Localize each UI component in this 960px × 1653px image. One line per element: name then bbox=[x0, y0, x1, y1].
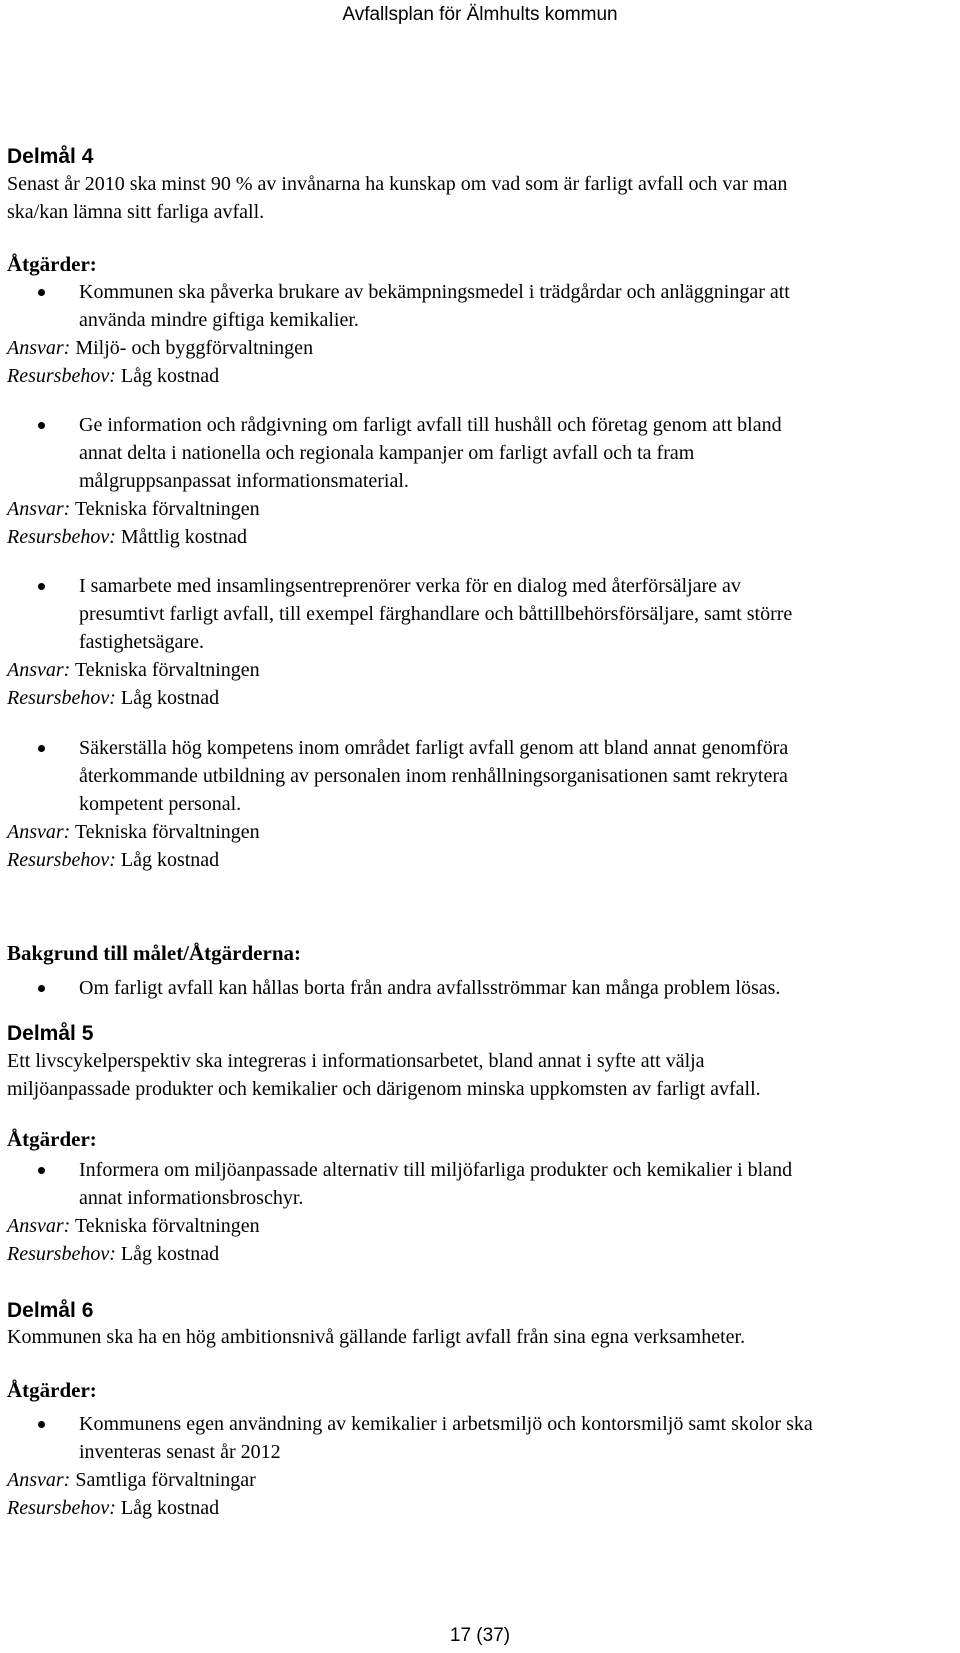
resurs-label: Resursbehov: bbox=[7, 849, 116, 871]
ansvar-line bbox=[7, 1466, 813, 1494]
bullet-icon bbox=[38, 583, 45, 590]
delmal-4-text bbox=[7, 170, 787, 226]
action-item bbox=[7, 1410, 813, 1522]
ansvar-line bbox=[7, 1212, 792, 1240]
page-number: 17 (37) bbox=[449, 1625, 511, 1646]
delmal-4-heading: Delmål 4 bbox=[7, 145, 94, 168]
ansvar-value: Samtliga förvaltningar bbox=[75, 1469, 256, 1491]
ansvar-value: Miljö- och byggförvaltningen bbox=[75, 337, 314, 359]
ansvar-value: Tekniska förvaltningen bbox=[74, 659, 260, 681]
ansvar-value: Tekniska förvaltningen bbox=[74, 498, 260, 520]
delmal-4-line: ska/kan lämna sitt farliga avfall. bbox=[7, 201, 265, 223]
action-item bbox=[7, 1156, 792, 1268]
resurs-value: Låg kostnad bbox=[120, 687, 220, 709]
delmal-6-heading: Delmål 6 bbox=[7, 1299, 94, 1322]
delmal-6-line: Kommunen ska ha en hög ambitionsnivå gällande farligt avfall från sina egna verksamheter. bbox=[7, 1326, 746, 1348]
bakgrund-text: Om farligt avfall kan hållas borta från andra avfallsströmmar kan många problem lösas. bbox=[79, 977, 781, 999]
resurs-label: Resursbehov: bbox=[7, 526, 116, 548]
ansvar-label: Ansvar: bbox=[7, 1215, 71, 1237]
resurs-value: Låg kostnad bbox=[120, 1497, 220, 1519]
ansvar-label: Ansvar: bbox=[7, 337, 71, 359]
ansvar-label: Ansvar: bbox=[7, 498, 71, 520]
delmal-5-heading: Delmål 5 bbox=[7, 1022, 94, 1045]
ansvar-value: Tekniska förvaltningen bbox=[74, 1215, 260, 1237]
ansvar-value: Tekniska förvaltningen bbox=[74, 821, 260, 843]
delmal-5-line: Ett livscykelperspektiv ska integreras i informationsarbetet, bland annat i syfte att välja bbox=[7, 1050, 705, 1072]
action-line: Kommunens egen användning av kemikalier i arbetsmiljö och kontorsmiljö samt skolor ska bbox=[79, 1413, 813, 1435]
action-line: Kommunen ska påverka brukare av bekämpningsmedel i trädgårdar och anläggningar att bbox=[79, 281, 790, 303]
resurs-value: Låg kostnad bbox=[120, 1243, 220, 1265]
ansvar-line bbox=[7, 334, 790, 362]
bakgrund-heading: Bakgrund till målet/Åtgärderna: bbox=[7, 941, 301, 965]
delmal-4-atgarder-heading: Åtgärder: bbox=[7, 252, 97, 276]
resurs-value: Låg kostnad bbox=[120, 365, 220, 387]
delmal-5-text bbox=[7, 1047, 761, 1103]
resurs-value: Låg kostnad bbox=[120, 849, 220, 871]
resurs-line bbox=[7, 1494, 813, 1522]
ansvar-label: Ansvar: bbox=[7, 659, 71, 681]
action-line: Informera om miljöanpassade alternativ till miljöfarliga produkter och kemikalier i bland bbox=[79, 1159, 793, 1181]
action-line: annat informationsbroschyr. bbox=[79, 1187, 304, 1209]
bullet-icon bbox=[38, 1421, 45, 1428]
delmal-5-atgarder-heading: Åtgärder: bbox=[7, 1127, 97, 1151]
resurs-label: Resursbehov: bbox=[7, 365, 116, 387]
resurs-label: Resursbehov: bbox=[7, 1243, 116, 1265]
delmal-5-line: miljöanpassade produkter och kemikalier och därigenom minska uppkomsten av farligt avfall. bbox=[7, 1078, 761, 1100]
bullet-icon bbox=[38, 1167, 45, 1174]
resurs-line bbox=[7, 523, 782, 551]
action-line: annat delta i nationella och regionala kampanjer om farligt avfall och ta fram bbox=[79, 442, 695, 464]
bullet-icon bbox=[38, 985, 45, 992]
action-item bbox=[7, 734, 788, 874]
bullet-icon bbox=[38, 289, 45, 296]
delmal-4-line: Senast år 2010 ska minst 90 % av invånarna ha kunskap om vad som är farligt avfall och var man bbox=[7, 173, 788, 195]
action-item bbox=[7, 278, 790, 390]
action-line: I samarbete med insamlingsentreprenörer verka för en dialog med återförsäljare av bbox=[79, 575, 741, 597]
bullet-icon bbox=[38, 745, 45, 752]
delmal-6-text bbox=[7, 1323, 745, 1351]
ansvar-line bbox=[7, 495, 782, 523]
resurs-value: Måttlig kostnad bbox=[120, 526, 247, 548]
action-line: inventeras senast år 2012 bbox=[79, 1441, 281, 1463]
resurs-line bbox=[7, 684, 792, 712]
ansvar-line bbox=[7, 818, 788, 846]
action-item bbox=[7, 572, 792, 712]
resurs-label: Resursbehov: bbox=[7, 687, 116, 709]
ansvar-label: Ansvar: bbox=[7, 821, 71, 843]
resurs-line bbox=[7, 1240, 792, 1268]
resurs-label: Resursbehov: bbox=[7, 1497, 116, 1519]
action-item bbox=[7, 411, 782, 551]
bakgrund-item bbox=[7, 974, 780, 1002]
bullet-icon bbox=[38, 422, 45, 429]
delmal-6-atgarder-heading: Åtgärder: bbox=[7, 1378, 97, 1402]
ansvar-label: Ansvar: bbox=[7, 1469, 71, 1491]
action-line: målgruppsanpassat informationsmaterial. bbox=[79, 470, 409, 492]
action-line: använda mindre giftiga kemikalier. bbox=[79, 309, 359, 331]
resurs-line bbox=[7, 846, 788, 874]
action-line: kompetent personal. bbox=[79, 793, 242, 815]
resurs-line bbox=[7, 362, 790, 390]
action-line: Säkerställa hög kompetens inom området farligt avfall genom att bland annat genomföra bbox=[79, 737, 789, 759]
action-line: återkommande utbildning av personalen inom renhållningsorganisationen samt rekrytera bbox=[79, 765, 788, 787]
ansvar-line bbox=[7, 656, 792, 684]
action-line: Ge information och rådgivning om farligt avfall till hushåll och företag genom att bland bbox=[79, 414, 782, 436]
action-line: fastighetsägare. bbox=[79, 631, 204, 653]
page-header: Avfallsplan för Älmhults kommun bbox=[342, 4, 618, 25]
action-line: presumtivt farligt avfall, till exempel färghandlare och båttillbehörsförsäljare, samt större bbox=[79, 603, 793, 625]
